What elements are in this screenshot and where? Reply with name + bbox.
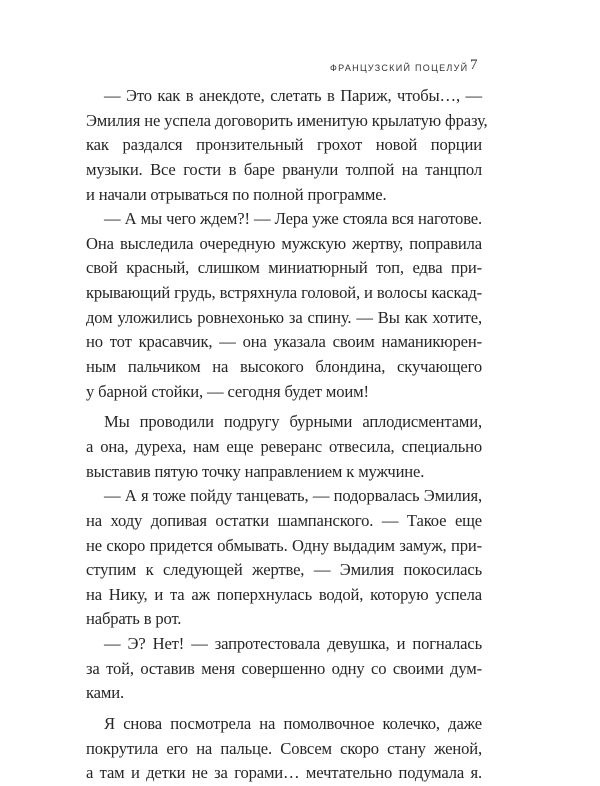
paragraph	[86, 712, 482, 786]
text-line: Мы проводили подругу бурными аплодисментами,	[104, 412, 482, 432]
text-line: а там и детки не за горами… мечтательно подумала я.	[86, 763, 482, 783]
text-line: ным пальчиком на высокого блондина, скучающего	[86, 357, 482, 377]
text-line: — А я тоже пойду танцевать, — подорвалась Эмилия,	[104, 486, 482, 506]
text-line: — Это как в анекдоте, слетать в Париж, чтобы…, —	[104, 86, 482, 105]
text-line: у барной стойки, — сегодня будет моим!	[86, 381, 369, 401]
text-line: ступим к следующей жертве, — Эмилия покосилась	[86, 560, 482, 580]
text-line: на Нику, и та аж поперхнулась водой, которую успела	[86, 584, 482, 604]
text-line: Я снова посмотрела на помолвочное колечко, даже	[104, 714, 482, 734]
text-line: но тот красавчик, — она указала своим наманикюрен-	[86, 332, 482, 352]
text-line: не скоро придется обмывать. Одну выдадим замуж, при-	[86, 535, 482, 555]
text-line: — А мы чего ждем?! — Лера уже стояла вся наготове.	[104, 209, 482, 229]
body-text	[86, 84, 488, 786]
text-line: на ходу допивая остатки шампанского. — Такое еще	[86, 510, 482, 530]
paragraph	[86, 84, 488, 207]
text-line: покрутила его на пальце. Совсем скоро стану женой,	[86, 738, 482, 758]
running-title: ФРАНЦУЗСКИЙ ПОЦЕЛУЙ	[330, 63, 469, 73]
text-line: Эмилия не успела договорить именитую крылатую фразу,	[86, 110, 488, 130]
text-line: и начали отрываться по полной программе.	[86, 184, 387, 204]
paragraph	[86, 632, 482, 706]
text-line: а она, дуреха, нам еще реверанс отвесила, специально	[86, 436, 482, 456]
text-line: за той, оставив меня совершенно одну со своими дум-	[86, 658, 482, 678]
text-line: крывающий грудь, встряхнула головой, и волосы каскад-	[86, 283, 482, 303]
text-line: ками.	[86, 683, 124, 703]
page-number: 7	[470, 57, 478, 73]
paragraph	[86, 410, 482, 484]
text-line: музыки. Все гости в баре рванули толпой на танцпол	[86, 159, 482, 179]
text-line: свой красный, слишком миниатюрный топ, едва при-	[86, 258, 482, 278]
text-line: выставив пятую точку направлением к мужчине.	[86, 461, 425, 481]
text-line: как раздался пронзительный грохот новой порции	[86, 135, 482, 155]
text-line: набрать в рот.	[86, 609, 182, 629]
text-line: — Э? Нет! — запротестовала девушка, и погналась	[104, 634, 482, 654]
paragraph	[86, 484, 482, 632]
text-line: Она выследила очередную мужскую жертву, поправила	[86, 233, 482, 253]
text-line: дом уложились ровнехонько за спину. — Вы как хотите,	[86, 307, 482, 327]
paragraph	[86, 207, 482, 404]
